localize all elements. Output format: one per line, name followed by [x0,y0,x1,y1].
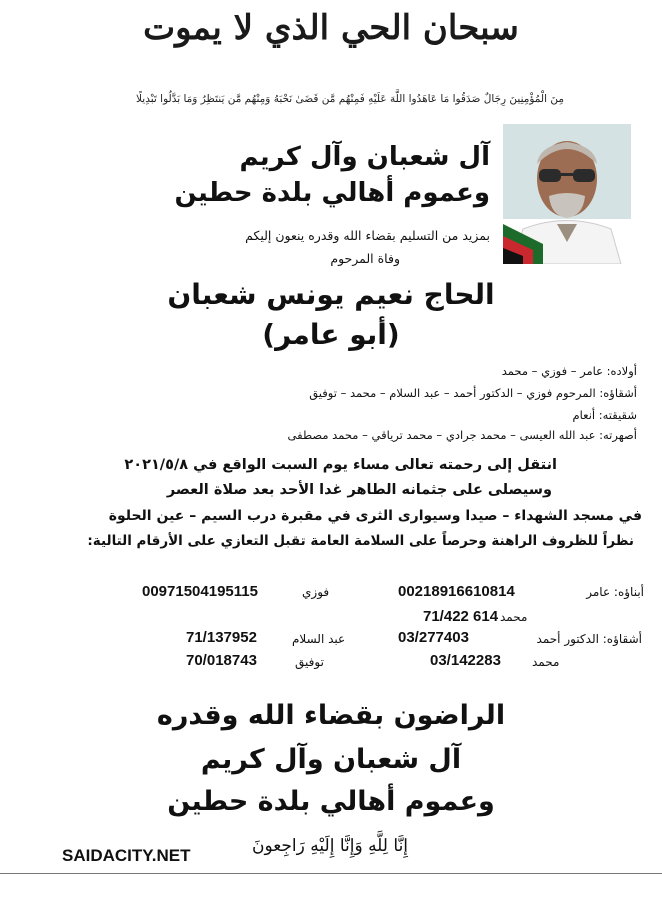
footer-line-3: وعموم أهالي بلدة حطين [167,786,495,817]
details-line-1: انتقل إلى رحمته تعالى مساء يوم السبت الواقع في ٢٠٢١/٥/٨ [124,457,557,473]
contact-amer-number: 00218916610814 [398,583,515,600]
families-line-1: آل شعبان وآل كريم [239,142,490,172]
relatives-sons: أولاده: عامر – فوزي – محمد [501,364,637,378]
deceased-kunya: (أبو عامر) [262,318,400,351]
announce-line-1: بمزيد من التسليم بقضاء الله وقدره ينعون إليكم [245,228,490,243]
contact-fawzi-number: 00971504195115 [142,583,258,600]
contact-mohamed-bro-number: 03/142283 [430,652,501,669]
contact-tawfiq-label: توفيق [295,655,324,669]
calligraphy-heading: سبحان الحي الذي لا يموت [143,8,519,48]
site-watermark: SAIDACITY.NET [62,846,191,865]
relatives-sister: شقيقته: أنعام [572,408,637,422]
relatives-brothers: أشقاؤه: المرحوم فوزي – الدكتور أحمد – عبد السلام – محمد – توفيق [309,386,637,400]
deceased-photo [503,124,631,264]
contact-abdelsalam-label: عبد السلام [292,632,346,646]
details-line-4: نظراً للظروف الراهنة وحرصاً على السلامة العامة تقبل التعازي على الأرقام التالية: [87,533,634,549]
contact-mohamed-bro-label: محمد [532,655,560,669]
details-line-3: في مسجد الشهداء – صيدا وسيوارى الثرى في مقبرة درب السيم – عين الحلوة [108,508,642,524]
portrait-image [503,124,631,264]
contact-sons-label: أبناؤه: عامر [586,585,644,599]
contact-abdelsalam-number: 71/137952 [186,629,257,646]
contact-tawfiq-number: 70/018743 [186,652,257,669]
details-line-2: وسيصلى على جثمانه الطاهر غدا الأحد بعد صلاة العصر [166,482,552,498]
families-line-2: وعموم أهالي بلدة حطين [174,178,490,208]
deceased-name: الحاج نعيم يونس شعبان [167,278,495,311]
contact-mohamed-son-label: محمد [500,610,528,624]
footer-line-2: آل شعبان وآل كريم [200,744,462,775]
contact-ahmad-number: 03/277403 [398,629,469,646]
footer-line-1: الراضون بقضاء الله وقدره [156,700,506,731]
announce-line-2: وفاة المرحوم [330,251,400,266]
quran-ayah: مِنَ الْمُؤْمِنِينَ رِجَالٌ صَدَقُوا مَا عَاهَدُوا اللَّهَ عَلَيْهِ فَمِنْهُم مَّن قَضَىٰ نَحْبَهُ وَمِنْهُم مَّن يَنتَظِرُ وَمَا بَدَّلُوا تَبْدِيلًا [136,93,564,105]
footer-verse: إِنَّا لِلَّهِ وَإِنَّا إِلَيْهِ رَاجِعونَ [251,836,409,856]
contact-brothers-label: أشقاؤه: الدكتور أحمد [536,632,642,646]
bottom-rule [0,873,662,874]
contact-mohamed-son-number: 71/422 614 [423,608,499,625]
relatives-inlaws: أصهرته: عبد الله العيسى – محمد جرادي – محمد ترياقي – محمد مصطفى [287,428,637,442]
contact-fawzi-label: فوزي [302,585,330,599]
